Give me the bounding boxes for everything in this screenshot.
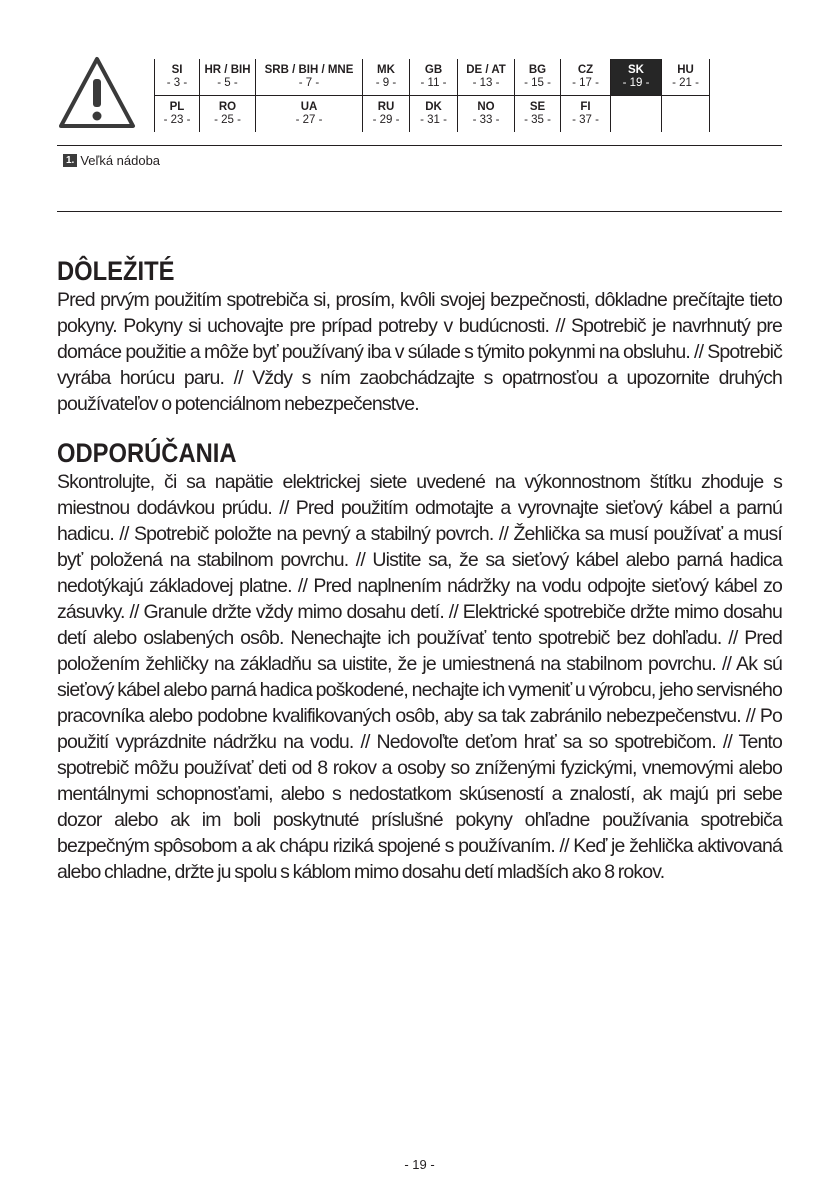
language-cell-sk-active[interactable]: SK - 19 - [611, 59, 662, 96]
section-text-recommendations: Skontrolujte, či sa napätie elektrickej siete uvedené na výkonnostnom štítku zhoduje s miestnou dodávkou prúdu. // Pred použitím odmotajte a vyrovnajte sieťový kábel a parnú hadicu. // Spotrebič položte na pevný a stabilný povrch. // Žehlička sa musí používať a musí byť položená na stabilnom povrchu. // Uistite sa, že sa sieťový kábel alebo parná hadica nedotýkajú základovej platne. // Pred naplnením nádržky na vodu odpojte sieťový kábel zo zásuvky. // Granule držte vždy mimo dosahu detí. // Elektrické spotrebiče držte mimo dosahu detí alebo oslabených osôb. Nenechajte ich používať tento spotrebič bez dohľadu. // Pred položením žehličky na základňu sa uistite, že je umiestnená na stabilnom povrchu. // Ak sú sieťový kábel alebo parná hadica poškodené, nechajte ich vymeniť u výrobcu, jeho servisného pracovníka alebo podobne kvalifikovaných osôb, aby sa tak zabránilo nebezpečenstvu. // Po použití vyprázdnite nádržku na vodu. // Nedovoľte deťom hrať sa so spotrebičom. // Tento spotrebič môžu používať deti od 8 rokov a osoby so zníženými fyzickými, vnemovými alebo mentálnymi schopnosťami, alebo s nedostatkom skúseností a znalostí, ak majú pri sebe dozor alebo ak im boli poskytnuté príslušné pokyny ohľadne používania spotrebiča bezpečným spôsobom a ak chápu riziká spojené s používaním. // Keď je žehlička aktivovaná alebo chladne, držte ju spolu s káblom mimo dosahu detí mladších ako 8 rokov. [57, 471, 782, 883]
language-cell-ua[interactable]: UA - 27 - [256, 96, 363, 133]
language-cell-si[interactable]: SI - 3 - [155, 59, 200, 96]
language-cell-dk[interactable]: DK - 31 - [410, 96, 458, 133]
section-text-important: Pred prvým použitím spotrebiča si, prosím, kvôli svojej bezpečnosti, dôkladne prečítajte tieto pokyny. Pokyny si uchovajte pre prípad potreby v budúcnosti. // Spotrebič je navrhnutý pre domáce použitie a môže byť používaný iba v súlade s týmito pokynmi na obsluhu. // Spotrebič vyrába horúcu paru. // Vždy s ním zaobchádzajte s opatrnosťou a upozornite druhých používateľov o potenciálnom nebezpečenstve. [57, 289, 782, 415]
language-cell-hu[interactable]: HU - 21 - [662, 59, 710, 96]
language-cell-fi[interactable]: FI - 37 - [561, 96, 611, 133]
language-cell-cz[interactable]: CZ - 17 - [561, 59, 611, 96]
manual-content [57, 255, 782, 885]
language-row [155, 96, 710, 133]
caption-number-badge: 1. [63, 154, 77, 167]
section-heading-recommendations: ODPORÚČANIA [57, 438, 237, 468]
language-cell-gb[interactable]: GB - 11 - [410, 59, 458, 96]
language-cell-se[interactable]: SE - 35 - [515, 96, 561, 133]
section-heading-important: DÔLEŽITÉ [57, 256, 175, 286]
language-cell-srb-bih-mne[interactable]: SRB / BIH / MNE - 7 - [256, 59, 363, 96]
language-cell-mk[interactable]: MK - 9 - [363, 59, 410, 96]
language-cell-pl[interactable]: PL - 23 - [155, 96, 200, 133]
language-index-table [154, 59, 710, 132]
figure-caption [63, 153, 160, 168]
divider [57, 145, 782, 146]
divider [57, 211, 782, 212]
language-cell-ru[interactable]: RU - 29 - [363, 96, 410, 133]
language-cell-empty [611, 96, 662, 133]
language-cell-de-at[interactable]: DE / AT - 13 - [458, 59, 515, 96]
language-cell-ro[interactable]: RO - 25 - [200, 96, 256, 133]
caption-text: Veľká nádoba [80, 153, 161, 168]
language-cell-no[interactable]: NO - 33 - [458, 96, 515, 133]
language-cell-hr-bih[interactable]: HR / BIH - 5 - [200, 59, 256, 96]
page-number: - 19 - [404, 1157, 435, 1172]
language-row [155, 59, 710, 96]
language-cell-empty [662, 96, 710, 133]
language-cell-bg[interactable]: BG - 15 - [515, 59, 561, 96]
warning-icon [57, 55, 137, 131]
